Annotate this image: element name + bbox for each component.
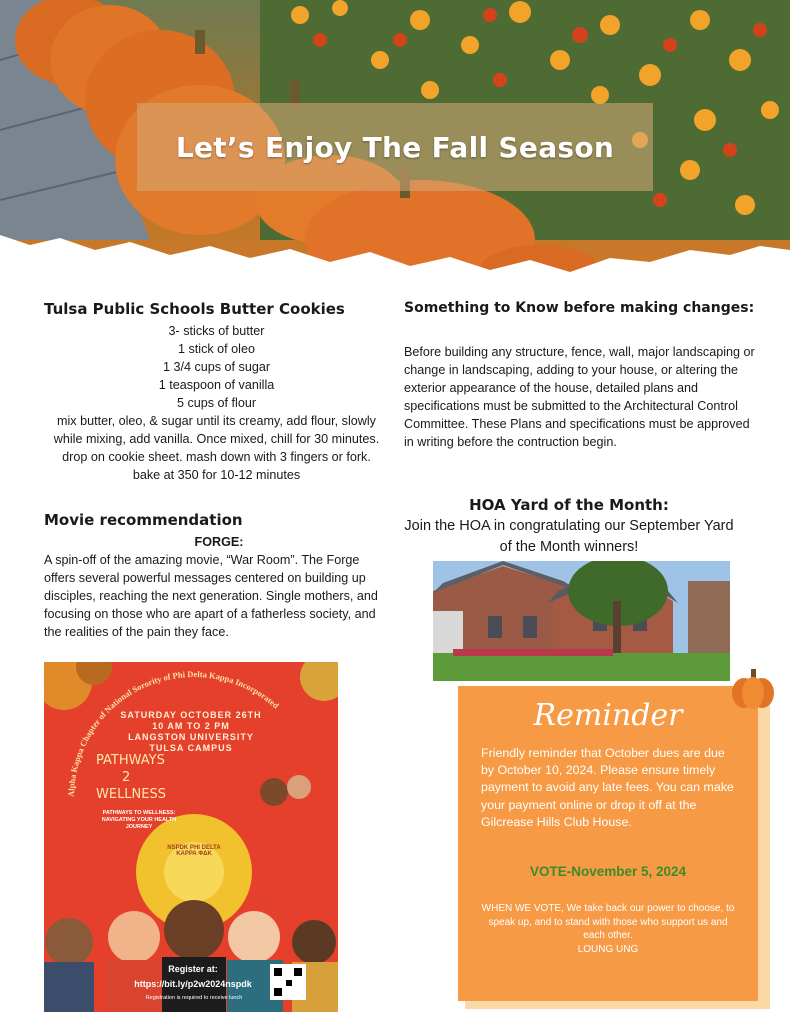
yard-of-month <box>404 496 734 558</box>
flyer-date-line: 10 AM TO 2 PM <box>152 721 230 731</box>
vote-quote <box>478 902 738 956</box>
recipe-line: 3- sticks of butter <box>168 324 265 338</box>
fall-banner <box>0 0 790 300</box>
movie-name: FORGE: <box>194 535 244 549</box>
flyer-register <box>98 962 288 992</box>
flyer-date <box>44 710 338 754</box>
reminder-text: Friendly reminder that October dues are due by October 10, 2024. Please ensure timely payment to avoid any late fees. You can make your payment online or drop it off at the Gilcrease Hills Club House. <box>481 746 734 829</box>
yard-title: HOA Yard of the Month: <box>469 496 669 514</box>
movie-title: Movie recommendation <box>44 511 243 529</box>
nspdk-logo: NSPDK PHI DELTA KAPPA ΦΔΚ <box>167 845 221 857</box>
register-label: Register at: <box>168 964 218 974</box>
vote-date: VOTE-November 5, 2024 <box>529 864 687 879</box>
register-link[interactable]: https://bit.ly/p2w2024nspdk <box>134 979 252 989</box>
wellness-event-flyer <box>44 662 338 1012</box>
architecture-notice <box>404 300 759 451</box>
flyer-arc-text: Alpha Kappa Chapter of National Sorority of Phi Delta Kappa Incorporated <box>65 668 282 798</box>
movie-section <box>44 511 394 641</box>
flyer-title-line: WELLNESS <box>96 787 166 802</box>
flyer-date-line: TULSA CAMPUS <box>149 743 233 753</box>
flyer-date-line: LANGSTON UNIVERSITY <box>128 732 254 742</box>
quote-text: WHEN WE VOTE, We take back our power to choose, to speak up, and to stand with those who support us and each other. <box>481 903 735 941</box>
recipe-line: 1 teaspoon of vanilla <box>158 378 275 392</box>
flyer-subtitle: PATHWAYS TO WELLNESS: NAVIGATING YOUR HEALTH JOURNEY <box>101 810 177 830</box>
yard-photo <box>433 561 730 681</box>
notice-body: Before building any structure, fence, wall, major landscaping or change in landscaping, adding to your house, or altering the exterior appearance of the house, detailed plans and specifications must be submitted to the Architectural Control Committee. These Plans and specifications must be approved in writing before the contruction begin. <box>404 345 755 449</box>
recipe-lines <box>44 322 389 484</box>
recipe-line: 1 stick of oleo <box>177 342 255 356</box>
quote-author: LOUNG UNG <box>577 943 639 955</box>
flyer-date-line: SATURDAY OCTOBER 26TH <box>120 710 262 720</box>
banner-title-box <box>137 103 653 191</box>
notice-title: Something to Know before making changes: <box>404 300 755 316</box>
register-note: Registration is required to receive lunch <box>145 995 243 1001</box>
recipe-section <box>44 300 389 484</box>
flyer-title-line: 2 <box>122 770 131 785</box>
banner-title: Let’s Enjoy The Fall Season <box>175 130 615 164</box>
reminder-title: Reminder <box>533 698 683 733</box>
recipe-instructions: mix butter, oleo, & sugar until its creamy, add flour, slowly while mixing, add vanilla. Once mixed, chill for 30 minutes. drop on cookie sheet. mash down with 3 fingers or fork. <box>53 414 380 464</box>
flyer-title <box>96 752 166 803</box>
pumpkin-icon <box>730 668 776 710</box>
recipe-line: 1 3/4 cups of sugar <box>162 360 271 374</box>
recipe-title: Tulsa Public Schools Butter Cookies <box>44 300 345 318</box>
yard-body: Join the HOA in congratulating our September Yard of the Month winners! <box>404 518 734 555</box>
recipe-line: 5 cups of flour <box>176 396 257 410</box>
recipe-line: bake at 350 for 10-12 minutes <box>132 468 301 482</box>
flyer-title-line: PATHWAYS <box>96 753 165 768</box>
movie-description: A spin-off of the amazing movie, “War Room”. The Forge offers several powerful messages centered on building up disciples, reaching the next generation. Single mothers, and focusing on those who are apart of a fatherless society, and the realities of the pain they face. <box>44 553 378 639</box>
reminder-card <box>458 686 758 1001</box>
